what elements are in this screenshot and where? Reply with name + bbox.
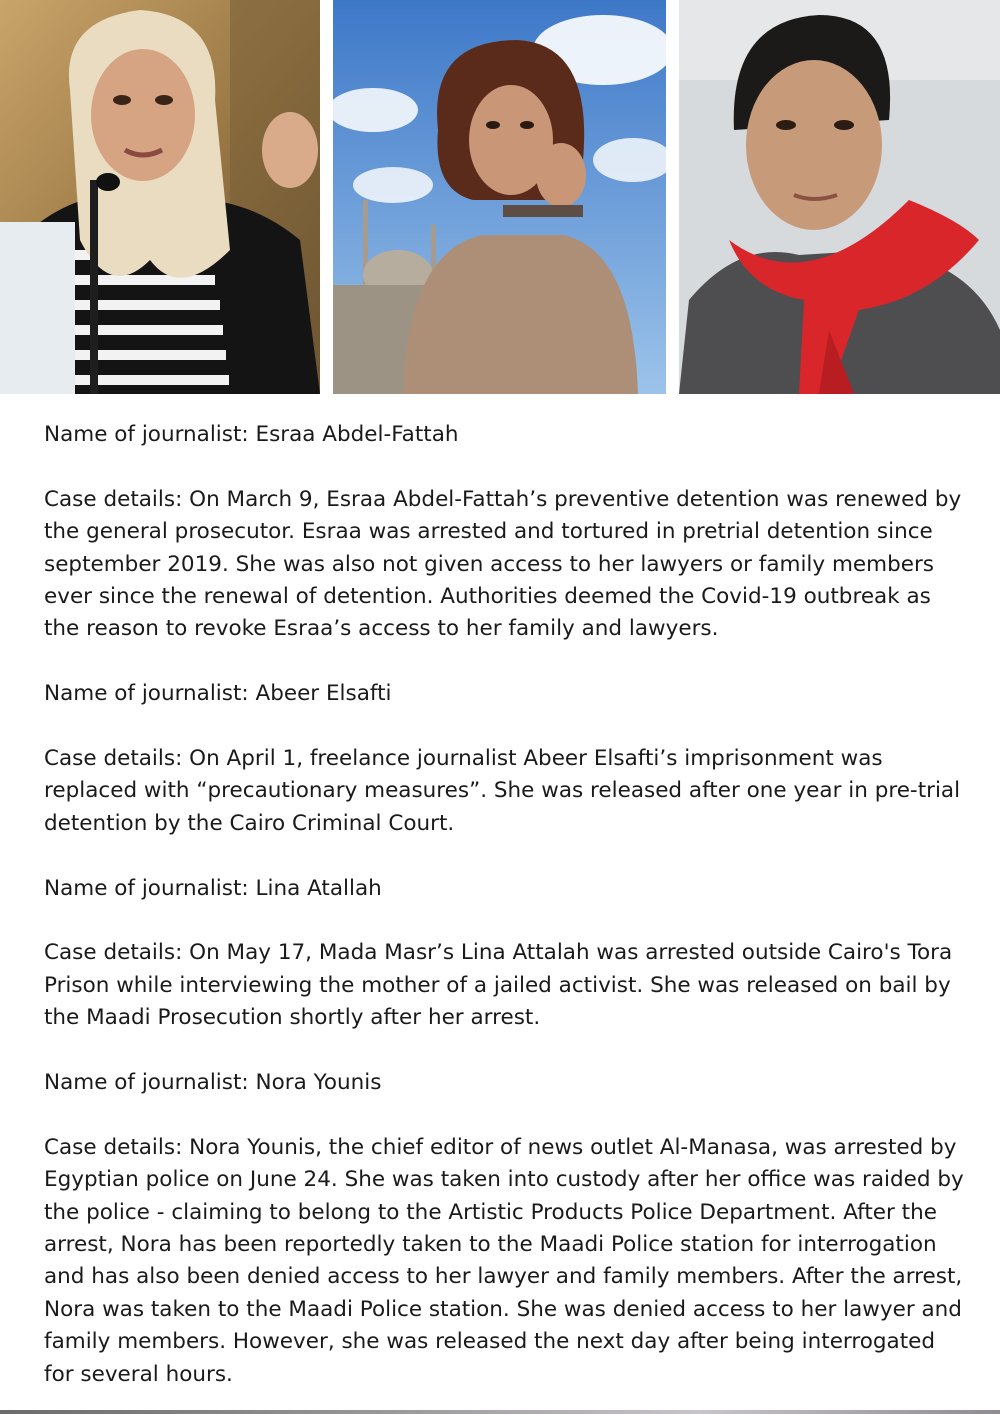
portrait-image (679, 0, 1000, 394)
portrait-image (333, 0, 666, 394)
case-details-paragraph: Case details: On May 17, Mada Masr’s Lina Attalah was arrested outside Cairo's Tora Prison while interviewing the mother of a jailed activist. She was released on bail by the Maadi Prosecution shortly after her arrest. (44, 940, 953, 1031)
portrait-image (0, 0, 320, 394)
journalist-name-line: Name of journalist: Lina Atallah (44, 875, 382, 901)
journalist-name-line: Name of journalist: Esraa Abdel-Fattah (44, 422, 459, 447)
journalist-name-line: Name of journalist: Abeer Elsafti (44, 681, 392, 707)
case-details-paragraph: Case details: On March 9, Esraa Abdel-Fattah’s preventive detention was renewed by the general prosecutor. Esraa was arrested and tortured in pretrial detention since september 2019. She was also not given access to her lawyers or family members ever since the renewal of detention. Authorities deemed the Covid-19 outbreak as the reason to revoke Esraa’s access to her family and lawyers. (44, 486, 962, 642)
case-details-paragraph: Case details: Nora Younis, the chief editor of news outlet Al-Manasa, was arrested by Egyptian police on June 24. She was taken into custody after her office was raided by the police - claiming to belong to the Artistic Products Police Department. After the arrest, Nora has been reportedly taken to the Maadi Police station for interrogation and has also been denied access to her lawyer and family members. After the arrest, Nora was taken to the Maadi Police station. She was denied access to her lawyer and family members. However, she was released the next day after being interrogated for several hours. (44, 1134, 964, 1387)
photo-esraa-abdel-fattah (0, 0, 320, 394)
journalist-name-line: Name of journalist: Nora Younis (44, 1070, 382, 1096)
photo-lina-atallah (679, 0, 1000, 394)
article-text (44, 419, 964, 1391)
photo-abeer-elsafti (333, 0, 666, 394)
bottom-divider (0, 1410, 1000, 1414)
case-details-paragraph: Case details: On April 1, freelance journalist Abeer Elsafti’s imprisonment was replaced with “precautionary measures”. She was released after one year in pre-trial detention by the Cairo Criminal Court. (44, 746, 961, 836)
photo-strip (0, 0, 1000, 394)
